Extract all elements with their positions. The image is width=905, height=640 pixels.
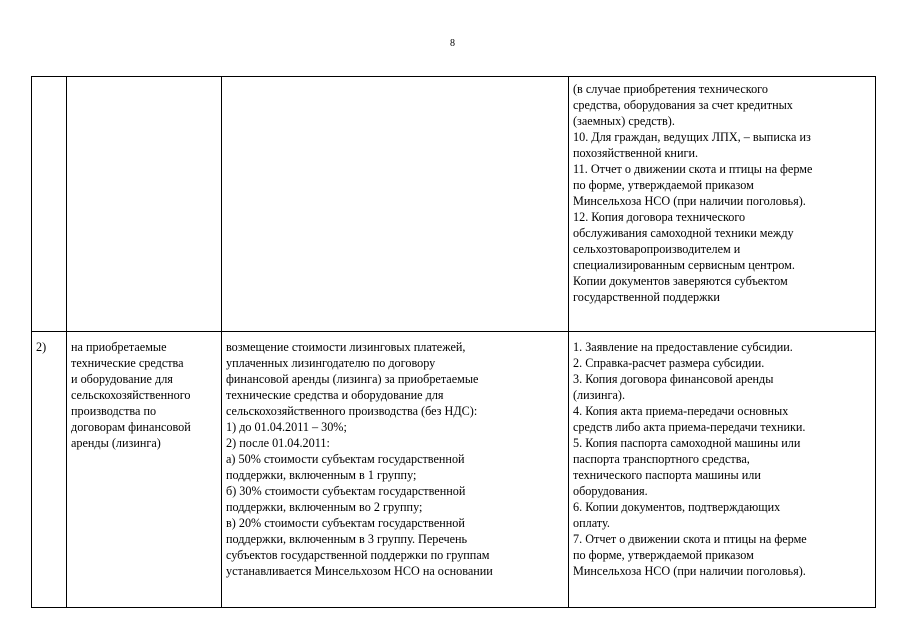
text-line: б) 30% стоимости субъектам государственной: [226, 484, 466, 498]
text-line: технического паспорта машины или: [573, 468, 761, 482]
documents-list-cell: [569, 332, 876, 608]
text-line: в) 20% стоимости субъектам государственной: [226, 516, 465, 530]
documents-list-cell: [569, 77, 876, 332]
text-line: технические средства: [71, 356, 184, 370]
text-line: поддержки, включенным в 1 группу;: [226, 468, 417, 482]
text-line: обслуживания самоходной техники между: [573, 226, 794, 240]
text-line: возмещение стоимости лизинговых платежей,: [226, 340, 466, 354]
subsidy-direction-cell: [67, 77, 222, 332]
text-line: государственной поддержки: [573, 290, 720, 304]
text-line: 4. Копия акта приема-передачи основных: [573, 404, 789, 418]
text-line: на приобретаемые: [71, 340, 167, 354]
text-line: договорам финансовой: [71, 420, 191, 434]
text-line: 10. Для граждан, ведущих ЛПХ, – выписка из: [573, 130, 811, 144]
text-line: (заемных) средств).: [573, 114, 675, 128]
text-line: 1. Заявление на предоставление субсидии.: [573, 340, 793, 354]
row-number-cell: [32, 77, 67, 332]
text-line: сельскохозяйственного производства (без НДС):: [226, 404, 478, 418]
text-line: 5. Копия паспорта самоходной машины или: [573, 436, 801, 450]
text-line: средства, оборудования за счет кредитных: [573, 98, 793, 112]
subsidy-conditions-cell: [222, 332, 569, 608]
text-line: 2) после 01.04.2011:: [226, 436, 330, 450]
text-line: оплату.: [573, 516, 610, 530]
text-line: 2. Справка-расчет размера субсидии.: [573, 356, 765, 370]
row-number-cell: [32, 332, 67, 608]
text-line: поддержки, включенным во 2 группу;: [226, 500, 423, 514]
text-line: 11. Отчет о движении скота и птицы на ферме: [573, 162, 813, 176]
text-line: сельскохозяйственного: [71, 388, 191, 402]
text-line: Минсельхоза НСО (при наличии поголовья).: [573, 194, 806, 208]
text-line: финансовой аренды (лизинга) за приобретаемые: [226, 372, 479, 386]
text-line: похозяйственной книги.: [573, 146, 699, 160]
table-row: [32, 77, 876, 332]
text-line: (лизинга).: [573, 388, 626, 402]
text-line: 2): [36, 340, 47, 354]
text-line: уплаченных лизингодателю по договору: [226, 356, 436, 370]
text-line: а) 50% стоимости субъектам государственной: [226, 452, 465, 466]
text-line: по форме, утверждаемой приказом: [573, 548, 754, 562]
text-line: паспорта транспортного средства,: [573, 452, 750, 466]
text-line: 12. Копия договора технического: [573, 210, 746, 224]
subsidy-table: [31, 76, 876, 608]
text-line: поддержки, включенным в 3 группу. Перечень: [226, 532, 468, 546]
text-line: средств либо акта приема-передачи техники.: [573, 420, 806, 434]
text-line: по форме, утверждаемой приказом: [573, 178, 754, 192]
subsidy-direction-cell: [67, 332, 222, 608]
text-line: (в случае приобретения технического: [573, 82, 768, 96]
table-row: [32, 332, 876, 608]
text-line: специализированным сервисным центром.: [573, 258, 795, 272]
text-line: 6. Копии документов, подтверждающих: [573, 500, 781, 514]
text-line: Копии документов заверяются субъектом: [573, 274, 788, 288]
text-line: устанавливается Минсельхозом НСО на основании: [226, 564, 493, 578]
text-line: субъектов государственной поддержки по группам: [226, 548, 490, 562]
text-line: 1) до 01.04.2011 – 30%;: [226, 420, 347, 434]
text-line: оборудования.: [573, 484, 648, 498]
text-line: 3. Копия договора финансовой аренды: [573, 372, 774, 386]
text-line: 7. Отчет о движении скота и птицы на ферме: [573, 532, 807, 546]
text-line: производства по: [71, 404, 157, 418]
text-line: сельхозтоваропроизводителем и: [573, 242, 741, 256]
text-line: аренды (лизинга): [71, 436, 161, 450]
text-line: Минсельхоза НСО (при наличии поголовья).: [573, 564, 806, 578]
page-number: 8: [450, 38, 455, 49]
text-line: технические средства и оборудование для: [226, 388, 444, 402]
text-line: и оборудование для: [71, 372, 173, 386]
subsidy-conditions-cell: [222, 77, 569, 332]
